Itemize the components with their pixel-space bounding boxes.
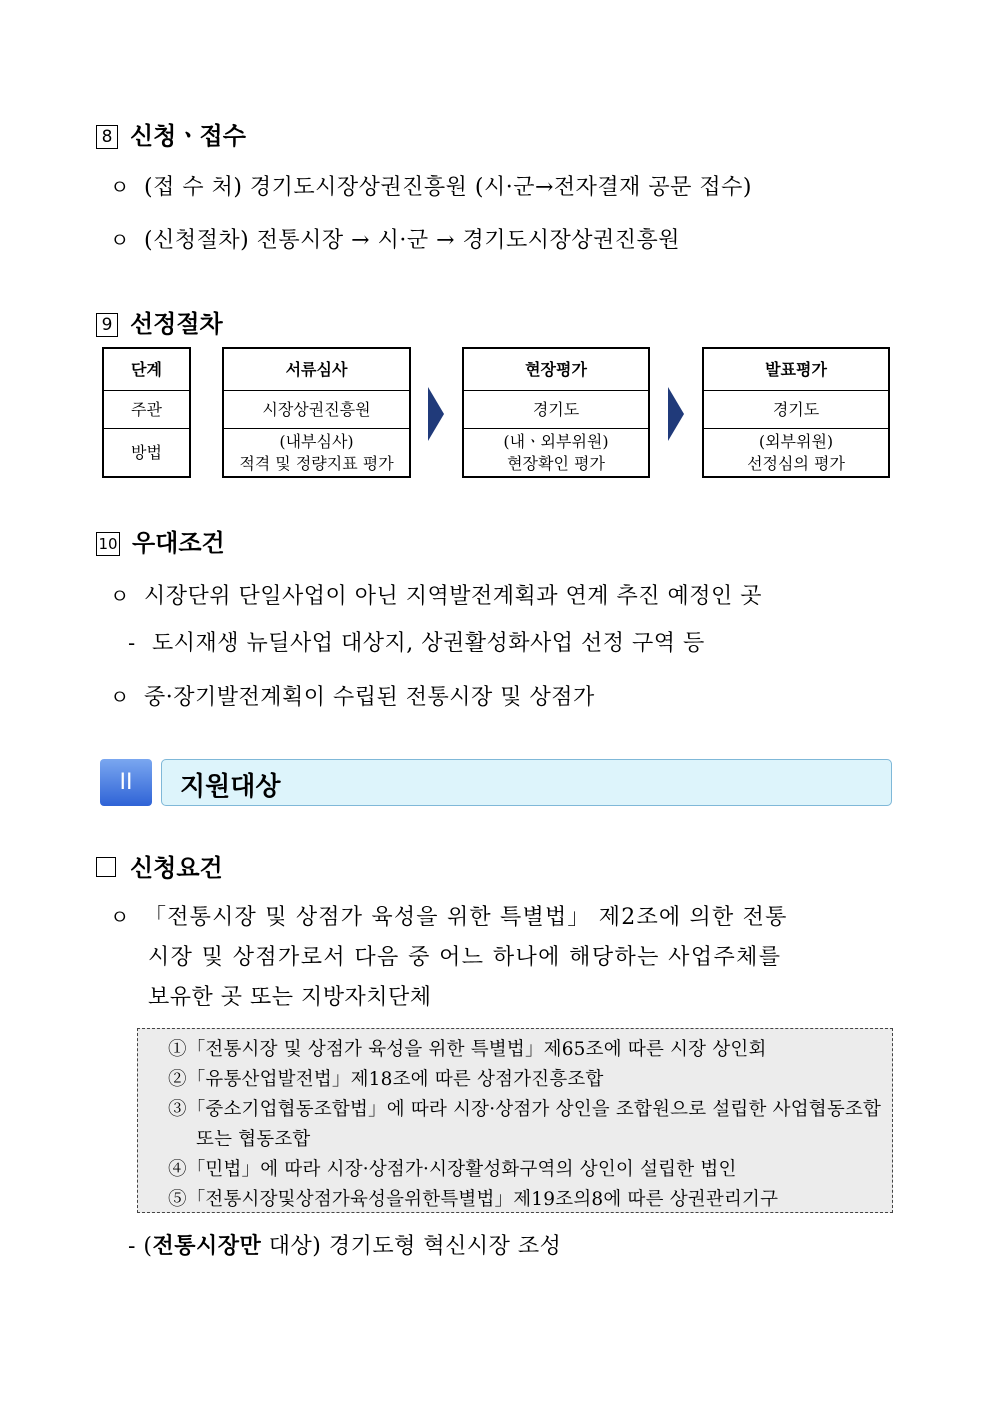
stage-method-line: 선정심의 평가 [747,453,845,473]
list-item-text: (신청절차) 전통시장 → 시·군 → 경기도시장상권진흥원 [144,228,681,253]
section-10-heading [96,523,225,558]
section-title: 신청ㆍ접수 [130,122,246,150]
list-item [110,170,752,201]
stage-method-line: 현장확인 평가 [507,453,605,473]
target-note [128,1229,561,1260]
bullet: ㅇ [110,685,130,709]
dash-bullet: - [128,631,136,655]
note-emphasis: 전통시장만 [152,1234,262,1259]
section-number-box: 10 [96,532,120,556]
table-label-cell: 방법 [131,442,162,462]
section-title: 신청요건 [130,854,223,882]
chapter-title-bar [161,759,892,806]
list-item [110,579,762,610]
stage-host: 경기도 [704,391,888,429]
requirements-heading [96,848,223,883]
stage-presentation-evaluation [702,347,890,478]
paragraph-line: 시장 및 상점가로서 다음 중 어느 하나에 해당하는 사업주체를 [148,945,782,970]
table-label-cell: 주관 [104,391,189,429]
requirements-paragraph [110,900,788,931]
arrow-right-icon [668,387,684,441]
eligible-entities-box [137,1028,893,1213]
list-item [110,680,595,711]
paragraph-line: 보유한 곳 또는 지방자치단체 [148,985,432,1010]
list-item: ①「전통시장 및 상점가 육성을 위한 특별법」제65조에 따른 시장 상인회 [168,1039,767,1060]
list-item-text: (접 수 처) 경기도시장상권진흥원 (시·군→전자결재 공문 접수) [144,175,753,200]
stage-site-evaluation [462,347,650,478]
section-title: 우대조건 [132,529,225,557]
stage-method-line: (내부심사) [279,431,354,451]
list-item: ④「민법」에 따라 시장·상점가·시장활성화구역의 상인이 설립한 법인 [168,1159,737,1180]
stage-host: 경기도 [464,391,648,429]
stage-header: 현장평가 [464,349,648,391]
list-item: ②「유통산업발전법」제18조에 따른 상점가진흥조합 [168,1069,604,1090]
note-prefix: - ( [128,1234,153,1259]
arrow-right-icon [428,387,444,441]
bullet: ㅇ [110,175,130,199]
list-item-continuation: 또는 협동조합 [196,1129,311,1150]
section-8-heading [96,116,246,151]
list-item-text: 시장단위 단일사업이 아닌 지역발전계획과 연계 추진 예정인 곳 [144,584,763,609]
table-header-cell: 단계 [104,349,189,391]
section-number-box: 8 [96,125,118,149]
section-9-heading [96,304,223,339]
bullet: ㅇ [110,584,130,608]
chapter-title: 지원대상 [180,772,281,802]
stage-method [224,429,409,476]
stage-method-line: (내ㆍ외부위원) [503,431,609,451]
stage-label-column [102,347,191,478]
section-title: 선정절차 [130,310,223,338]
stage-method-line: 적격 및 정량지표 평가 [239,453,394,473]
note-text: 대상) 경기도형 혁신시장 조성 [261,1234,562,1259]
list-item [110,223,680,254]
list-item-text: 중·장기발전계획이 수립된 전통시장 및 상점가 [144,685,595,710]
bullet: ㅇ [110,905,130,929]
stage-host: 시장상권진흥원 [224,391,409,429]
list-item: ③「중소기업협동조합법」에 따라 시장·상점가 상인을 조합원으로 설립한 사업협동조합 [168,1099,882,1120]
list-item: ⑤「전통시장및상점가육성을위한특별법」제19조의8에 따른 상권관리기구 [168,1189,779,1210]
stage-document-review [222,347,411,478]
stage-header: 서류심사 [224,349,409,391]
list-subitem [128,626,705,657]
stage-method-line: (외부위원) [758,431,834,451]
stage-method [464,429,648,476]
stage-header: 발표평가 [704,349,888,391]
paragraph-line: 「전통시장 및 상점가 육성을 위한 특별법」 제2조에 의한 전통 [144,905,788,930]
chapter-number-badge: II [100,759,152,806]
stage-method [704,429,888,476]
checkbox-square-icon [96,857,116,877]
bullet: ㅇ [110,228,130,252]
section-number-box: 9 [96,313,118,337]
list-item-text: 도시재생 뉴딜사업 대상지, 상권활성화사업 선정 구역 등 [152,631,705,656]
